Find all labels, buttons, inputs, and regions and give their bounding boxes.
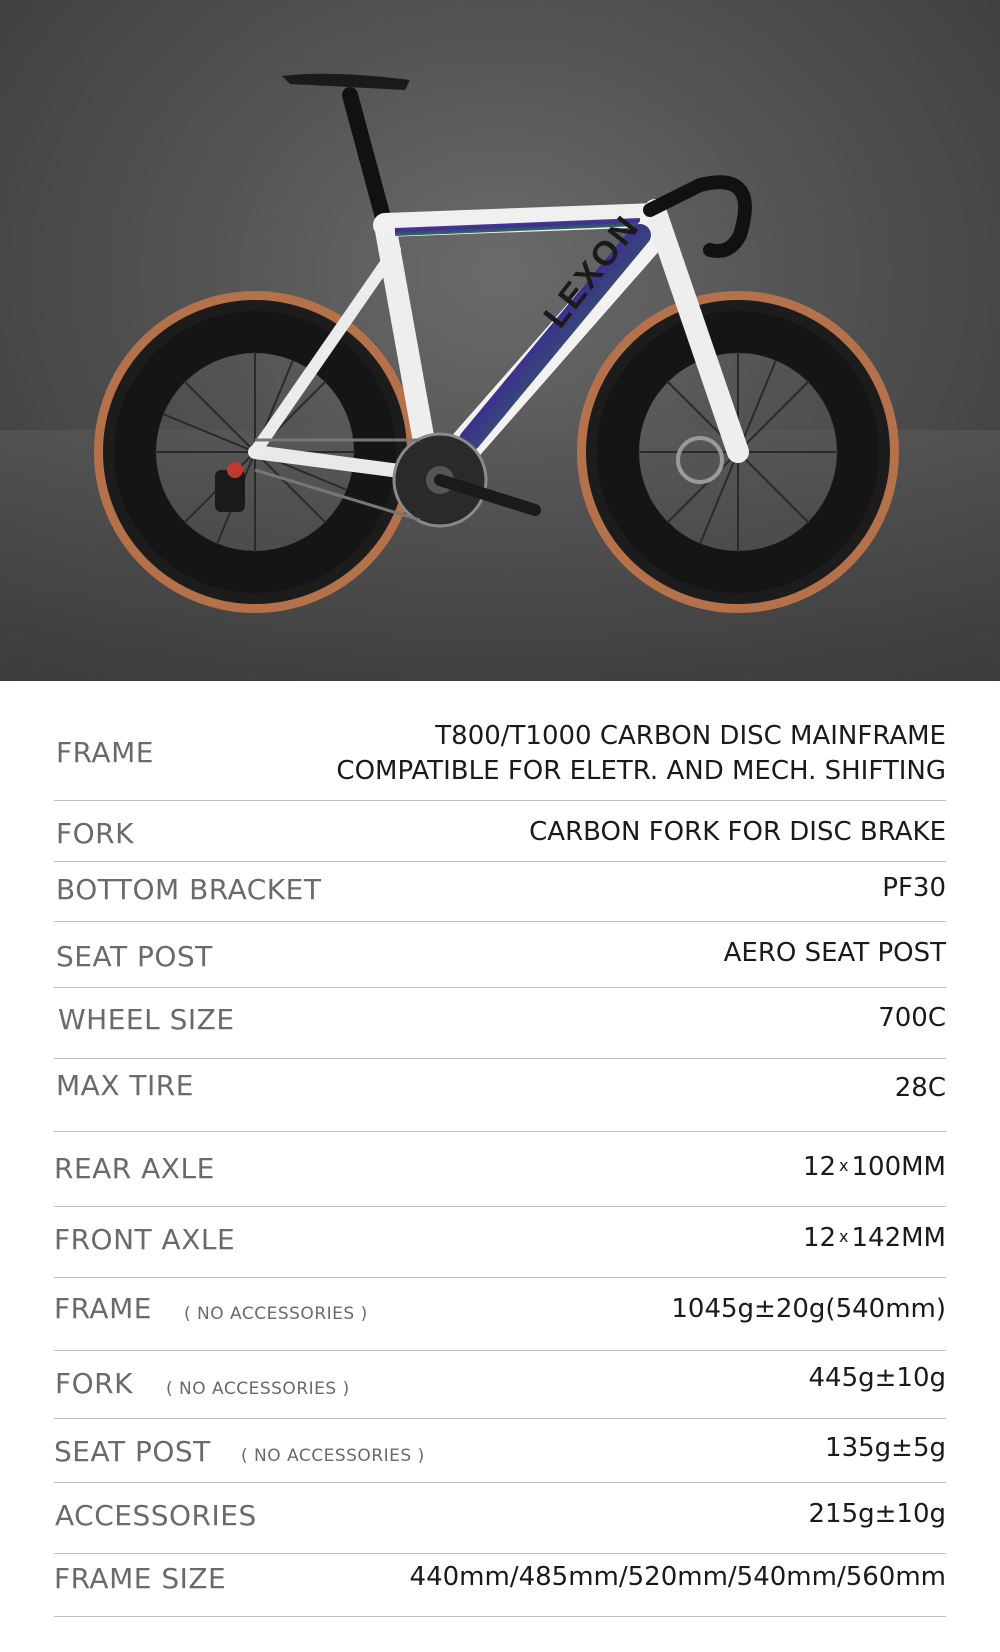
spec-value [803,1223,946,1253]
spec-row-fork-weight [54,1351,946,1419]
spec-label: FRAME [54,1292,152,1325]
spec-value: T800/T1000 CARBON DISC MAINFRAME [435,721,946,751]
spec-label: BOTTOM BRACKET [56,873,322,906]
spec-note: ( NO ACCESSORIES ) [184,1304,368,1324]
spec-row-fork [54,801,946,862]
spec-label: FRAME SIZE [54,1562,227,1595]
bike-illustration [0,0,1000,681]
brand-wordmark: LEXON [536,207,648,335]
spec-note: ( NO ACCESSORIES ) [166,1379,350,1399]
spec-label: FORK [55,1367,133,1400]
hero-bike-photo [0,0,1000,681]
spec-row-rear-axle [54,1132,946,1207]
axle-diameter: 12 [802,1223,837,1253]
spec-value: CARBON FORK FOR DISC BRAKE [529,817,946,847]
spec-label: SEAT POST [54,1435,211,1468]
spec-row-accessories [54,1483,946,1554]
spec-label: ACCESSORIES [55,1499,257,1532]
spec-value: 1045g±20g(540mm) [671,1294,946,1324]
spec-note: ( NO ACCESSORIES ) [241,1446,425,1466]
spec-value: AERO SEAT POST [723,938,946,968]
spec-value: 215g±10g [808,1499,946,1529]
spec-value: 445g±10g [808,1363,946,1393]
spec-row-bottom-bracket [54,862,946,922]
spec-value: COMPATIBLE FOR ELETR. AND MECH. SHIFTING [336,756,946,786]
spec-table [0,681,1000,1652]
axle-length: 100MM [851,1152,946,1182]
spec-row-seat-post [54,922,946,988]
spec-label: REAR AXLE [54,1152,215,1185]
axle-diameter: 12 [802,1152,837,1182]
spec-value: 700C [878,1003,946,1033]
spec-label: SEAT POST [56,940,213,973]
spec-row-seat-post-weight [54,1419,946,1483]
spec-row-frame-size [54,1554,946,1617]
spec-row-wheel-size [54,988,946,1059]
spec-row-frame-weight [54,1278,946,1351]
spec-value: 135g±5g [825,1433,946,1463]
spec-label: FRAME [56,736,154,769]
spec-row-max-tire [54,1059,946,1132]
spec-row-frame [54,681,946,801]
spec-value: 28C [894,1073,946,1103]
times-sign: x [839,1227,849,1246]
spec-value [803,1152,946,1182]
times-sign: x [839,1156,849,1175]
spec-row-front-axle [54,1207,946,1278]
spec-label: FRONT AXLE [54,1223,236,1256]
spec-label: MAX TIRE [56,1069,194,1102]
spec-value: PF30 [882,873,946,903]
spec-label: FORK [56,817,134,850]
axle-length: 142MM [851,1223,946,1253]
spec-label: WHEEL SIZE [58,1003,235,1036]
spec-value: 440mm/485mm/520mm/540mm/560mm [409,1562,946,1592]
